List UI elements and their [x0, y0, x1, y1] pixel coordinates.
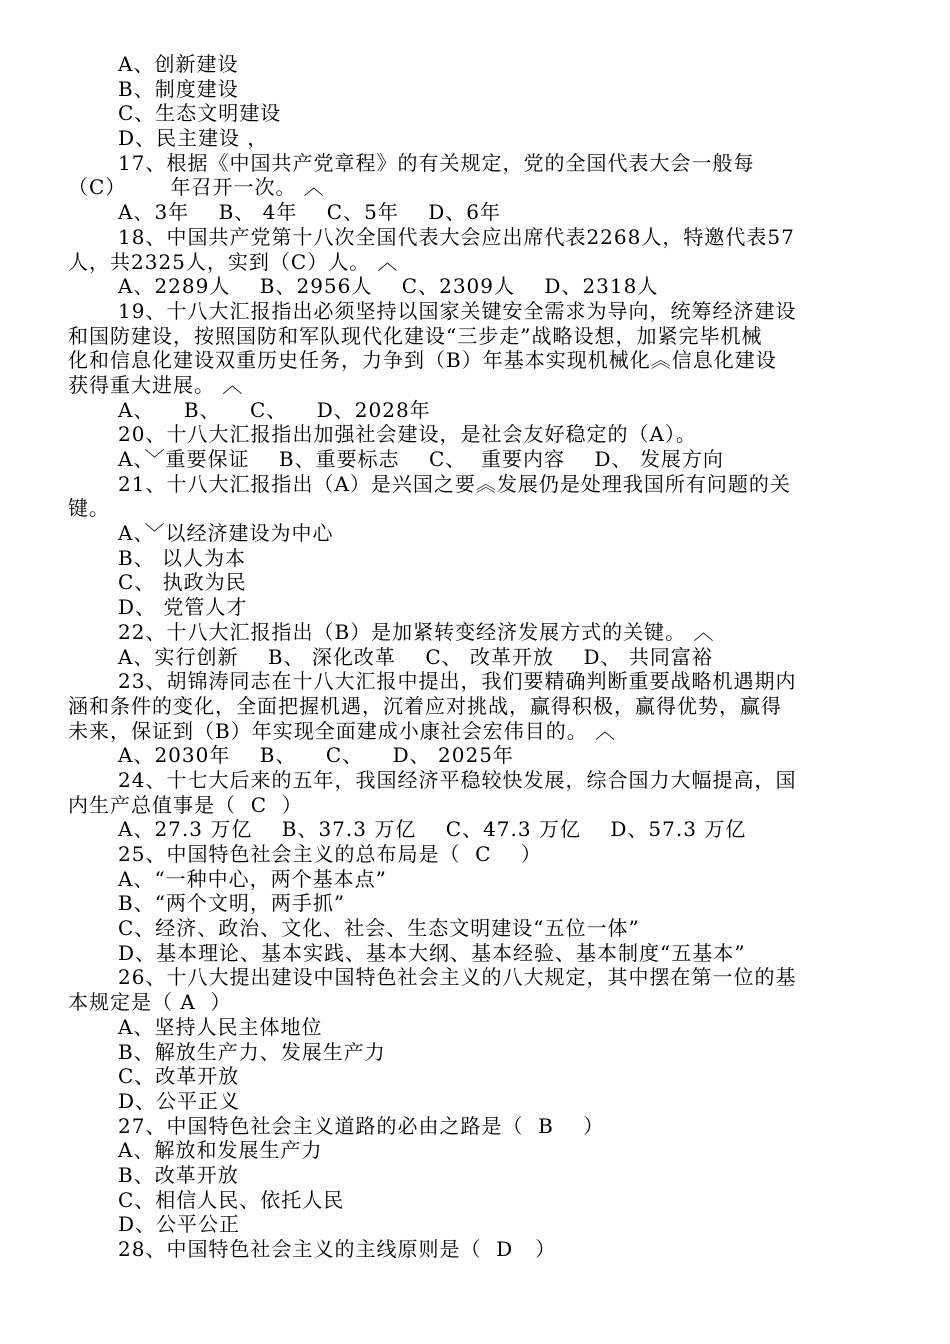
- question-19-cont: 化和信息化建设双重历史任务，力争到（B）年基本实现机械化︽信息化建设: [68, 348, 777, 373]
- option-line: B、解放生产力、发展生产力: [118, 1039, 386, 1064]
- question-27: 27、中国特色社会主义道路的必由之路是（ B ）: [118, 1113, 605, 1138]
- option-line: C、经济、政治、文化、社会、生态文明建设“五位一体”: [118, 916, 640, 941]
- question-18-cont: 人，共2325人，实到（C）人。 ︿: [68, 249, 399, 274]
- question-26-cont: 本规定是（ A ）: [68, 990, 232, 1015]
- question-23-cont: 涵和条件的变化，全面把握机遇，沉着应对挑战，赢得积极，赢得优势，赢得: [68, 693, 782, 718]
- option-line: D、民主建设 ，: [118, 126, 269, 151]
- question-26: 26、十八大提出建设中国特色社会主义的八大规定，其中摆在第一位的基: [118, 965, 797, 990]
- option-line: D、公平正义: [118, 1088, 241, 1113]
- document-page: [0, 52, 950, 1262]
- question-21-cont: 键。: [68, 496, 110, 521]
- question-24-options: A、27.3 万亿 B、37.3 万亿 C、47.3 万亿 D、57.3 万亿: [118, 817, 747, 842]
- question-19-options: A、 B、 C、 D、2028年: [118, 397, 431, 422]
- option-line: C、改革开放: [118, 1064, 240, 1089]
- question-19-cont: 和国防建设，按照国防和军队现代化建设“三步走”战略设想，加紧完毕机械: [68, 323, 763, 348]
- question-23-cont: 未来，保证到（B）年实现全面建成小康社会宏伟目的。 ︿: [68, 718, 617, 743]
- question-21: 21、十八大汇报指出（A）是兴国之要︽发展仍是处理我国所有问题的关: [118, 471, 791, 496]
- option-line: D、 党管人才: [118, 595, 248, 620]
- option-line: B、 以人为本: [118, 545, 247, 570]
- question-24: 24、十七大后来的五年，我国经济平稳较快发展，综合国力大幅提高，国: [118, 767, 797, 792]
- question-23: 23、胡锦涛同志在十八大汇报中提出，我们要精确判断重要战略机遇期内: [118, 669, 797, 694]
- option-line: B、“两个文明，两手抓”: [118, 891, 346, 916]
- option-line: B、改革开放: [118, 1162, 239, 1187]
- option-line: A、﹀以经济建设为中心: [118, 521, 334, 546]
- question-24-cont: 内生产总值事是（ C ）: [68, 792, 303, 817]
- option-line: C、相信人民、依托人民: [118, 1187, 345, 1212]
- question-28: 28、中国特色社会主义的主线原则是（ D ）: [118, 1237, 557, 1261]
- question-17-cont: （C） 年召开一次。 ︿: [68, 175, 325, 200]
- option-line: D、基本理论、基本实践、基本大纲、基本经验、基本制度“五基本”: [118, 940, 746, 965]
- question-17-options: A、3年 B、 4年 C、5年 D、6年: [118, 200, 502, 225]
- option-line: A、“一种中心，两个基本点”: [118, 866, 387, 891]
- option-line: C、 执政为民: [118, 570, 247, 595]
- question-19: 19、十八大汇报指出必须坚持以国家关键安全需求为导向，统筹经济建设: [118, 298, 797, 323]
- question-17: 17、根据《中国共产党章程》的有关规定，党的全国代表大会一般每: [118, 150, 755, 175]
- question-22-options: A、实行创新 B、 深化改革 C、 改革开放 D、 共同富裕: [118, 644, 713, 669]
- option-line: A、解放和发展生产力: [118, 1138, 323, 1163]
- question-23-options: A、2030年 B、 C、 D、 2025年: [118, 743, 514, 768]
- question-19-cont: 获得重大进展。 ︿: [68, 372, 244, 397]
- option-line: B、制度建设: [118, 76, 239, 101]
- option-line: A、坚持人民主体地位: [118, 1014, 323, 1039]
- option-line: A、创新建设: [118, 52, 239, 76]
- question-18-options: A、2289人 B、2956人 C、2309人 D、2318人: [118, 274, 659, 299]
- question-18: 18、中国共产党第十八次全国代表大会应出席代表2268人，特邀代表57: [118, 224, 795, 249]
- question-25: 25、中国特色社会主义的总布局是（ C ）: [118, 842, 542, 866]
- question-20: 20、十八大汇报指出加强社会建设，是社会友好稳定的（A）。: [118, 422, 697, 447]
- option-line: D、公平公正: [118, 1212, 241, 1237]
- question-20-options: A、﹀重要保证 B、重要标志 C、 重要内容 D、 发展方向: [118, 447, 724, 471]
- option-line: C、生态文明建设: [118, 101, 282, 126]
- question-22: 22、十八大汇报指出（B）是加紧转变经济发展方式的关键。 ︿: [118, 619, 715, 644]
